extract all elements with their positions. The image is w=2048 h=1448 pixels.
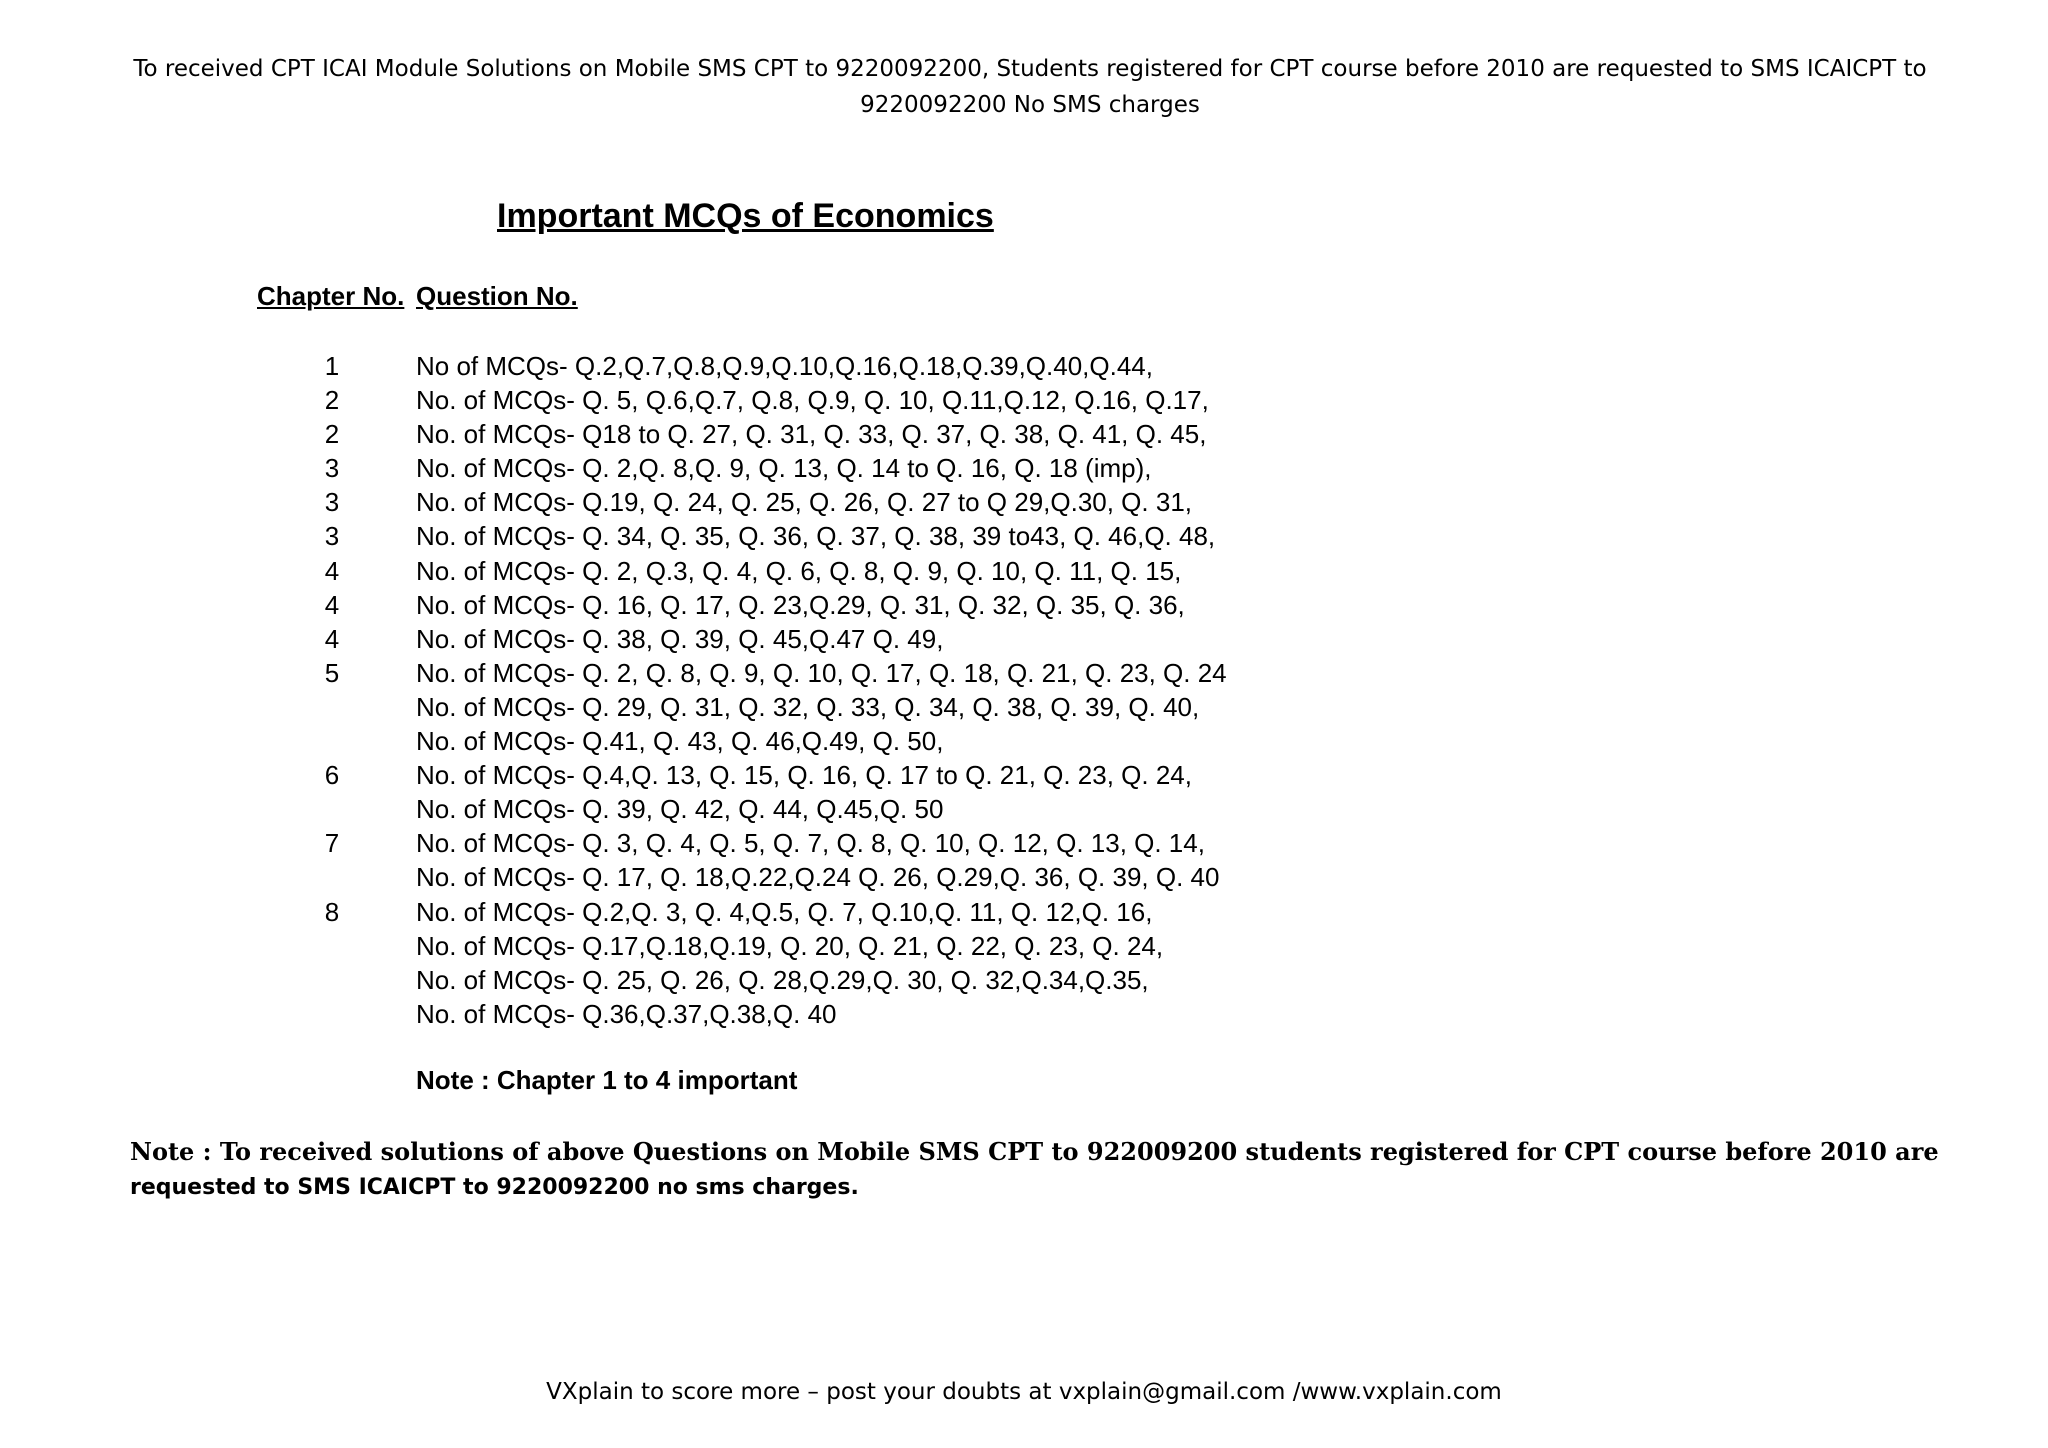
question-list: No. of MCQs- Q. 29, Q. 31, Q. 32, Q. 33, Q. 34, Q. 38, Q. 39, Q. 40, (416, 691, 1200, 722)
chapter-number: 3 (324, 453, 340, 484)
question-list: No. of MCQs- Q. 38, Q. 39, Q. 45,Q.47 Q. 49, (416, 623, 944, 654)
chapter-number: 3 (324, 487, 340, 518)
column-header-question: Question No. (416, 281, 578, 311)
chapter-number: 8 (324, 896, 340, 927)
question-list: No. of MCQs- Q18 to Q. 27, Q. 31, Q. 33, Q. 37, Q. 38, Q. 41, Q. 45, (416, 419, 1207, 450)
chapter-number: 4 (324, 589, 340, 620)
column-header-chapter: Chapter No. (257, 281, 405, 311)
question-list: No. of MCQs- Q.4,Q. 13, Q. 15, Q. 16, Q. 17 to Q. 21, Q. 23, Q. 24, (416, 760, 1192, 791)
question-list: No. of MCQs- Q.17,Q.18,Q.19, Q. 20, Q. 21, Q. 22, Q. 23, Q. 24, (416, 930, 1164, 961)
question-list: No. of MCQs- Q. 16, Q. 17, Q. 23,Q.29, Q. 31, Q. 32, Q. 35, Q. 36, (416, 589, 1185, 620)
chapter-number: 2 (324, 419, 340, 450)
question-list: No. of MCQs- Q. 25, Q. 26, Q. 28,Q.29,Q. 30, Q. 32,Q.34,Q.35, (416, 964, 1149, 995)
question-list: No. of MCQs- Q.41, Q. 43, Q. 46,Q.49, Q. 50, (416, 726, 944, 757)
chapter-number: 1 (324, 351, 340, 381)
chapter-number: 3 (324, 521, 340, 552)
question-list: No. of MCQs- Q. 17, Q. 18,Q.22,Q.24 Q. 26, Q.29,Q. 36, Q. 39, Q. 40 (416, 862, 1220, 893)
question-list: No. of MCQs- Q. 2, Q. 8, Q. 9, Q. 10, Q. 17, Q. 18, Q. 21, Q. 23, Q. 24 (416, 657, 1227, 688)
chapter-number: 5 (324, 657, 340, 688)
chapter-number: 6 (324, 760, 340, 791)
question-list: No. of MCQs- Q.2,Q. 3, Q. 4,Q.5, Q. 7, Q.10,Q. 11, Q. 12,Q. 16, (416, 896, 1153, 927)
page-title: Important MCQs of Economics (497, 197, 994, 235)
question-list: No of MCQs- Q.2,Q.7,Q.8,Q.9,Q.10,Q.16,Q.18,Q.39,Q.40,Q.44, (416, 351, 1153, 381)
important-note: Note : Chapter 1 to 4 important (416, 1065, 798, 1095)
header-notice (100, 51, 1960, 123)
question-list: No. of MCQs- Q.36,Q.37,Q.38,Q. 40 (416, 998, 837, 1029)
question-list: No. of MCQs- Q. 5, Q.6,Q.7, Q.8, Q.9, Q. 10, Q.11,Q.12, Q.16, Q.17, (416, 385, 1209, 416)
chapter-number: 7 (324, 828, 340, 859)
page-footer: VXplain to score more – post your doubts at vxplain@gmail.com /www.vxplain.com (546, 1379, 1502, 1405)
chapter-number: 4 (324, 623, 340, 654)
bottom-note-line-2: requested to SMS ICAICPT to 9220092200 no sms charges. (130, 1175, 859, 1200)
bottom-note-line-1: Note : To received solutions of above Questions on Mobile SMS CPT to 922009200 students registered for CPT course before 2010 are (130, 1137, 1939, 1166)
question-list: No. of MCQs- Q. 2,Q. 8,Q. 9, Q. 13, Q. 14 to Q. 16, Q. 18 (imp), (416, 453, 1152, 484)
question-list: No. of MCQs- Q. 3, Q. 4, Q. 5, Q. 7, Q. 8, Q. 10, Q. 12, Q. 13, Q. 14, (416, 828, 1205, 859)
chapter-number: 4 (324, 555, 340, 586)
bottom-note (130, 1133, 1939, 1205)
chapter-number: 2 (324, 385, 340, 416)
question-list: No. of MCQs- Q. 34, Q. 35, Q. 36, Q. 37, Q. 38, 39 to43, Q. 46,Q. 48, (416, 521, 1216, 552)
header-notice-line-1: To received CPT ICAI Module Solutions on Mobile SMS CPT to 9220092200, Students registered for CPT course before 2010 are requested to SMS ICAICPT to (133, 56, 1927, 82)
header-notice-line-2: 9220092200 No SMS charges (860, 92, 1200, 118)
question-list: No. of MCQs- Q. 39, Q. 42, Q. 44, Q.45,Q. 50 (416, 794, 944, 825)
question-list: No. of MCQs- Q.19, Q. 24, Q. 25, Q. 26, Q. 27 to Q 29,Q.30, Q. 31, (416, 487, 1193, 518)
question-list: No. of MCQs- Q. 2, Q.3, Q. 4, Q. 6, Q. 8, Q. 9, Q. 10, Q. 11, Q. 15, (416, 555, 1182, 586)
